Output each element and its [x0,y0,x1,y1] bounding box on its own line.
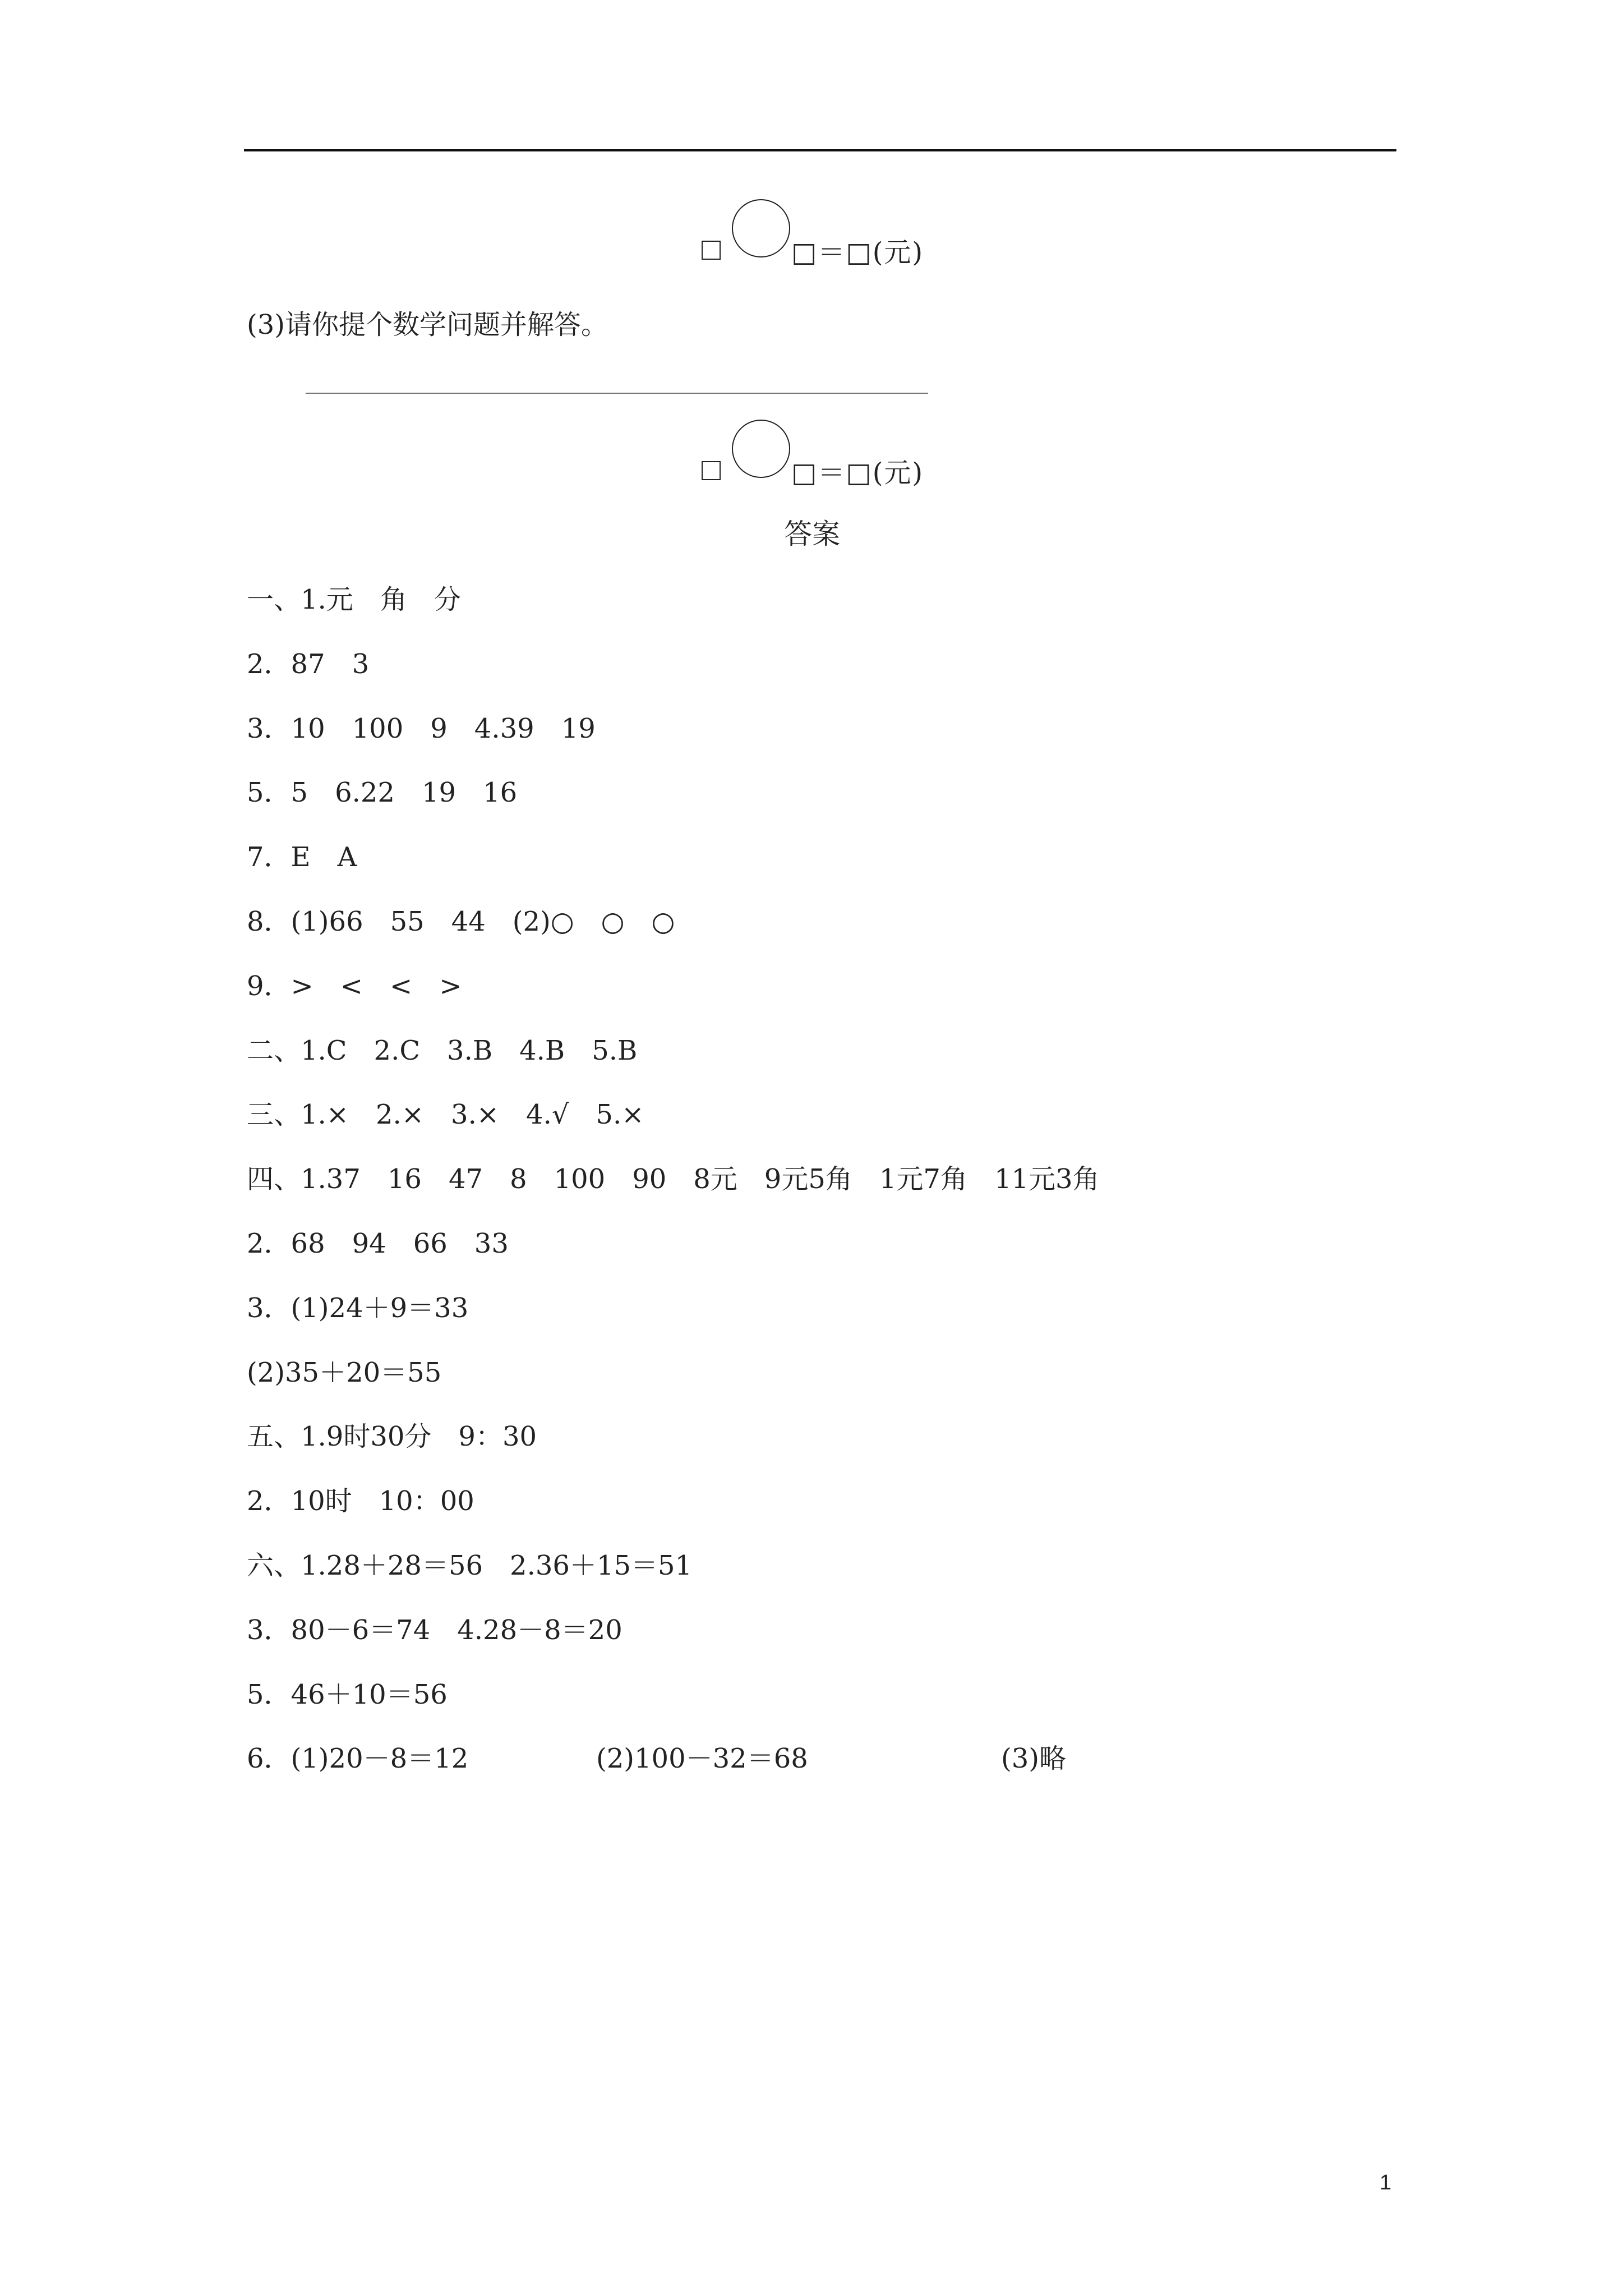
answer-line: 2．87 3 [247,648,370,680]
equation-tail: □＝□(元) [791,237,924,268]
equation-template-1 [698,199,934,272]
answer-line: 三、1.× 2.× 3.× 4.√ 5.× [247,1099,644,1130]
answer-line: 六、1.28＋28＝56 2.36＋15＝51 [247,1550,693,1581]
answer-line: 四、1.37 16 47 8 100 90 8元 9元5角 1元7角 11元3角 [247,1163,1100,1195]
answer-blank-line [306,393,928,394]
answer-line: 8．(1)66 55 44 (2)○ ○ ○ [247,906,675,937]
answer-line: 2．10时 10：00 [247,1485,474,1517]
answer-box [702,461,721,480]
equation-tail: □＝□(元) [791,457,924,489]
answer-line: 3．80－6＝74 4.28－8＝20 [247,1614,623,1646]
answer-line: 五、1.9时30分 9：30 [247,1421,537,1452]
answer-line: 二、1.C 2.C 3.B 4.B 5.B [247,1035,638,1066]
answer-line: 5．46＋10＝56 [247,1679,448,1710]
answer-line: 7．E A [247,841,357,873]
equation-template-2 [698,420,934,493]
answer-6-part-2: (2)100－32＝68 [596,1743,808,1774]
answer-line: 5．5 6.22 19 16 [247,777,518,808]
answer-line: (2)35＋20＝55 [247,1357,442,1388]
answer-6-part-3: (3)略 [1001,1743,1066,1774]
answer-line: 2．68 94 66 33 [247,1228,509,1259]
answer-6-part-1: 6．(1)20－8＝12 [247,1743,469,1774]
answer-line: 3．10 100 9 4.39 19 [247,713,596,744]
header-rule [244,149,1396,151]
page-number: 1 [1380,2171,1392,2194]
operator-circle [732,199,790,257]
answer-line: 一、1.元 角 分 [247,584,461,615]
operator-circle [732,420,790,478]
answer-box [702,241,721,260]
question-3: (3)请你提个数学问题并解答。 [247,309,608,341]
answer-line: 9．> < < > [247,970,462,1002]
answer-title: 答案 [784,518,840,550]
answer-line: 3．(1)24＋9＝33 [247,1292,469,1324]
